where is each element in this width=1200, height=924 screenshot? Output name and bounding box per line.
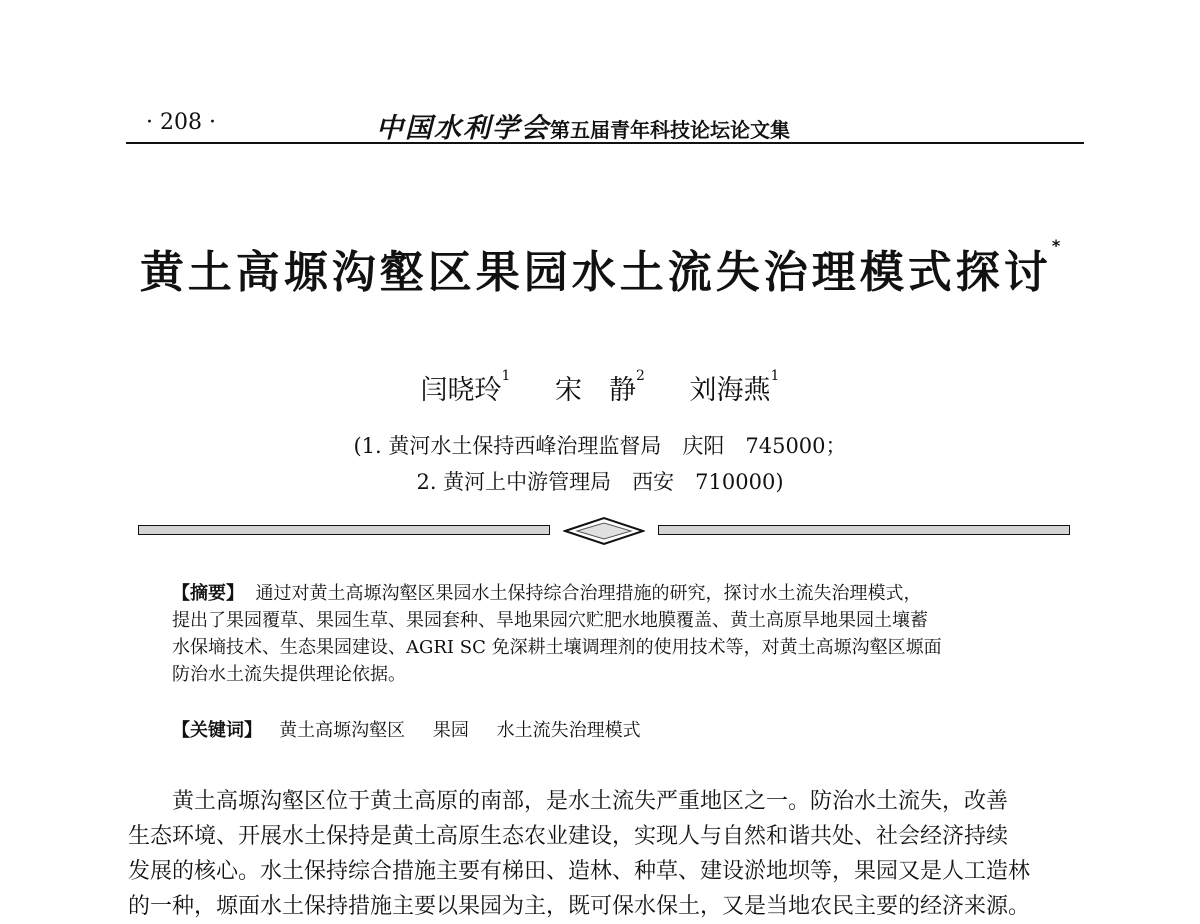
journal-title	[376, 106, 790, 145]
author	[555, 368, 645, 406]
paper-title	[0, 236, 1200, 300]
keyword: 果园	[432, 720, 469, 741]
affiliation-line: 2. 黄河上中游管理局 西安 710000)	[416, 470, 784, 494]
running-header	[126, 104, 1084, 144]
abstract-block	[172, 580, 1042, 688]
abstract-line	[172, 580, 1042, 607]
section-divider	[138, 516, 1070, 546]
author-name: 刘海燕	[689, 375, 771, 406]
abstract-line: 提出了果园覆草、果园生草、果园套种、旱地果园穴贮肥水地膜覆盖、黄土高原旱地果园土壤蓄	[172, 610, 928, 631]
page-number: · 208 ·	[146, 110, 216, 135]
divider-bar-left	[138, 525, 550, 535]
keywords-label: 【关键词】	[172, 720, 262, 741]
journal-brand: 中国水利学会	[376, 113, 550, 144]
body-line: 发展的核心。水土保持综合措施主要有梯田、造林、种草、建设淤地坝等，果园又是人工造林	[128, 859, 1031, 884]
abstract-line: 防治水土流失提供理论依据。	[172, 664, 406, 685]
divider-bar-right	[658, 525, 1070, 535]
keywords-line	[172, 716, 663, 742]
title-footnote-mark: *	[1051, 236, 1061, 255]
author-name: 闫晓玲	[420, 375, 502, 406]
affiliation-line: (1. 黄河水土保持西峰治理监督局 庆阳 745000；	[353, 434, 847, 458]
abstract-text: 通过对黄土高塬沟壑区果园水土保持综合治理措施的研究，探讨水土流失治理模式，	[255, 583, 922, 604]
body-line: 生态环境、开展水土保持是黄土高原生态农业建设，实现人与自然和谐共处、社会经济持续	[128, 824, 1009, 849]
abstract-line: 水保墒技术、生态果园建设、AGRI SC 免深耕土壤调理剂的使用技术等，对黄土高塬沟壑区塬面	[172, 637, 942, 658]
author	[689, 368, 780, 406]
journal-subtitle: 第五届青年科技论坛论文集	[550, 118, 790, 142]
keyword: 水土流失治理模式	[496, 720, 641, 741]
diamond-ornament-icon	[563, 516, 645, 546]
body-line: 黄土高塬沟壑区位于黄土高原的南部，是水土流失严重地区之一。防治水土流失，改善	[172, 789, 1009, 814]
body-paragraph	[128, 784, 1088, 924]
body-line: 的一种，塬面水土保持措施主要以果园为主，既可保水保土，又是当地农民主要的经济来源。	[128, 894, 1031, 919]
author-affil-mark: 1	[501, 368, 511, 384]
author-name: 宋 静	[555, 375, 637, 406]
keyword: 黄土高塬沟壑区	[279, 720, 406, 741]
paper-title-text: 黄土高塬沟壑区果园水土流失治理模式探讨	[139, 247, 1052, 298]
abstract-label: 【摘要】	[172, 583, 244, 604]
author-affil-mark: 1	[770, 368, 780, 384]
author-list	[0, 368, 1200, 407]
author-affil-mark: 2	[636, 368, 645, 384]
author	[420, 368, 511, 406]
